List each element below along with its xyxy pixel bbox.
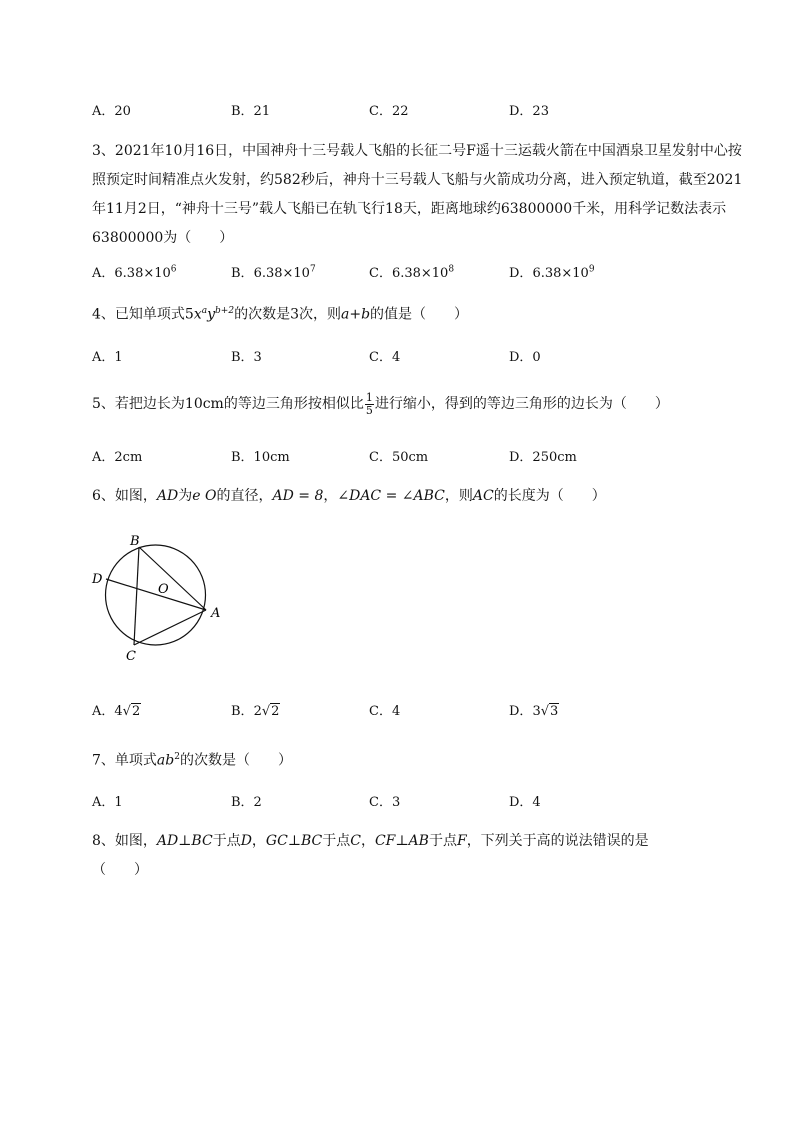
q4-option-d: D．0 [509,350,541,365]
q4-middle: 的次数是3次，则 [234,306,341,323]
q3-option-label: B． [231,266,254,281]
q3-option-c [369,262,454,281]
q2-option-c: C．22 [369,104,409,119]
q3-text: 3、2021年10月16日，中国神舟十三号载人飞船的长征二号F遥十三运载火箭在中国酒泉卫星发射中心按照预定时间精准点火发射，约582秒后，神舟十三号载人飞船与火箭成功分离，进入预定轨道，截至2021年11月2日，“神舟十三号”载人飞船已在轨飞行18天，距离地球约63800000千米，用科学记数法表示63800000为（ ） [92,143,743,246]
q4-option-b: B．3 [231,350,262,365]
q3-option-a [92,262,177,281]
q4-prefix: 4、已知单项式 [92,306,185,323]
q8-f: F [456,833,467,849]
q6-option-a: A．4√2 [92,704,141,719]
q6-label-d: D [92,572,103,587]
q5-fraction-denominator: 5 [365,403,373,417]
q6-option-label: A． [92,704,115,719]
q6-option-coef: 2 [253,704,262,719]
q8-e1: AD⊥BC [156,833,213,849]
q8-p6: 于点 [428,833,457,849]
q3-option-b [231,262,316,281]
q6-segment-da [106,579,206,610]
q5-option-a: A．2cm [92,450,143,465]
q7-exp: 2 [174,752,180,762]
q2-option-b: B．21 [231,104,271,119]
q7-option-b: B．2 [231,795,262,810]
q5-text [92,390,752,419]
q4-option-a: A．1 [92,350,123,365]
q8-p7: ，下列关于高的说法错误的是 [466,833,649,849]
q6-option-radicand: 3 [550,704,559,719]
q3-option-mantissa: 6.38×10 [532,266,589,281]
q4-text [92,297,752,330]
q6-eq1: AD = 8 [272,488,324,504]
q4-suffix: 的值是（ ） [370,306,469,323]
q8-p1: 8、如图， [92,833,157,849]
q7-expr: ab [156,752,175,769]
q3-option-exp: 6 [170,264,177,275]
q4-options [92,346,692,368]
q8-p5: ， [360,833,375,849]
q3-option-mantissa: 6.38×10 [114,266,171,281]
q5-suffix: 进行缩小，得到的等边三角形的边长为（ ） [374,396,669,412]
q8-e3: CF⊥AB [374,833,429,849]
q3-option-mantissa: 6.38×10 [391,266,449,281]
q6-circle-symbol: e O [192,488,217,504]
q6-circle-figure [88,527,228,667]
q5-option-d: D．250cm [509,450,577,465]
q6-t3: ， [323,488,338,504]
q8-p2: 于点 [212,833,241,849]
q7-options [92,791,692,813]
q3-option-label: D． [509,266,533,281]
q6-option-value: 4 [391,704,401,719]
q7-suffix: 的次数是（ ） [179,752,292,769]
q3-options [92,262,692,284]
q6-label-c: C [126,649,136,664]
q3-option-d [509,262,595,281]
q8-p3: ， [251,833,266,849]
q6-option-radicand: 2 [271,704,280,719]
q6-option-radicand: 2 [131,704,141,719]
q4-expr: a+b [341,306,371,323]
q3-option-mantissa: 6.38×10 [253,266,310,281]
q8-e2: GC⊥BC [265,833,323,849]
q8-text [92,827,752,885]
q6-option-b: B．2√2 [231,704,280,719]
q5-prefix: 5、若把边长为10cm的等边三角形按相似比 [92,396,364,412]
q4-y-exp: b+2 [215,306,235,316]
q6-segment-ca [134,610,206,645]
q7-option-d: D．4 [509,795,541,810]
q4-x-exp: a [201,306,208,316]
q6-ac: AC [472,488,494,504]
q3-option-exp: 8 [448,264,455,275]
q6-t1: 为 [178,488,193,504]
q6-t5: 的长度为（ ） [493,488,606,504]
q5-option-b: B．10cm [231,450,290,465]
q6-options [92,700,692,722]
q3-option-exp: 9 [588,264,595,275]
q5-options [92,446,692,468]
q4-coef: 5 [184,306,194,323]
q6-label-b: B [130,534,140,549]
q6-option-d: D．3√3 [509,704,559,719]
q6-label-a: A [211,606,221,621]
q2-option-d: D．23 [509,104,549,119]
q2-options [92,100,692,122]
q6-eq2: ∠DAC = ∠ABC [337,488,445,504]
q5-option-c: C．50cm [369,450,429,465]
q6-prefix: 6、如图， [92,488,157,504]
q7-text [92,743,752,776]
q5-fraction [365,392,374,417]
q3-option-label: C． [369,266,392,281]
q6-option-label: C． [369,704,392,719]
q3-option-exp: 7 [309,264,316,275]
q6-label-o: O [158,582,169,597]
q8-c: C [350,833,361,849]
q6-option-coef: 4 [114,704,123,719]
q6-option-label: B． [231,704,254,719]
q7-option-a: A．1 [92,795,123,810]
q8-d: D [240,833,252,849]
q2-option-a: A．20 [92,104,131,119]
q3-option-label: A． [92,266,115,281]
q5-fraction-numerator: 1 [365,390,373,404]
q8-p4: 于点 [322,833,351,849]
q7-option-c: C．3 [369,795,401,810]
q4-x: x [193,306,202,323]
q6-option-c [369,700,400,719]
q6-text [92,482,752,511]
q6-segment-bc [134,547,139,645]
q6-t4: ，则 [444,488,473,504]
q6-t2: 的直径， [216,488,273,504]
q7-prefix: 7、单项式 [92,752,157,769]
q6-ad: AD [156,488,179,504]
q6-segment-ba [139,547,206,610]
q4-y: y [207,306,216,323]
q8-blank: （ ） [92,862,148,878]
q4-option-c: C．4 [369,350,401,365]
q6-option-coef: 3 [532,704,541,719]
q6-option-label: D． [509,704,533,719]
